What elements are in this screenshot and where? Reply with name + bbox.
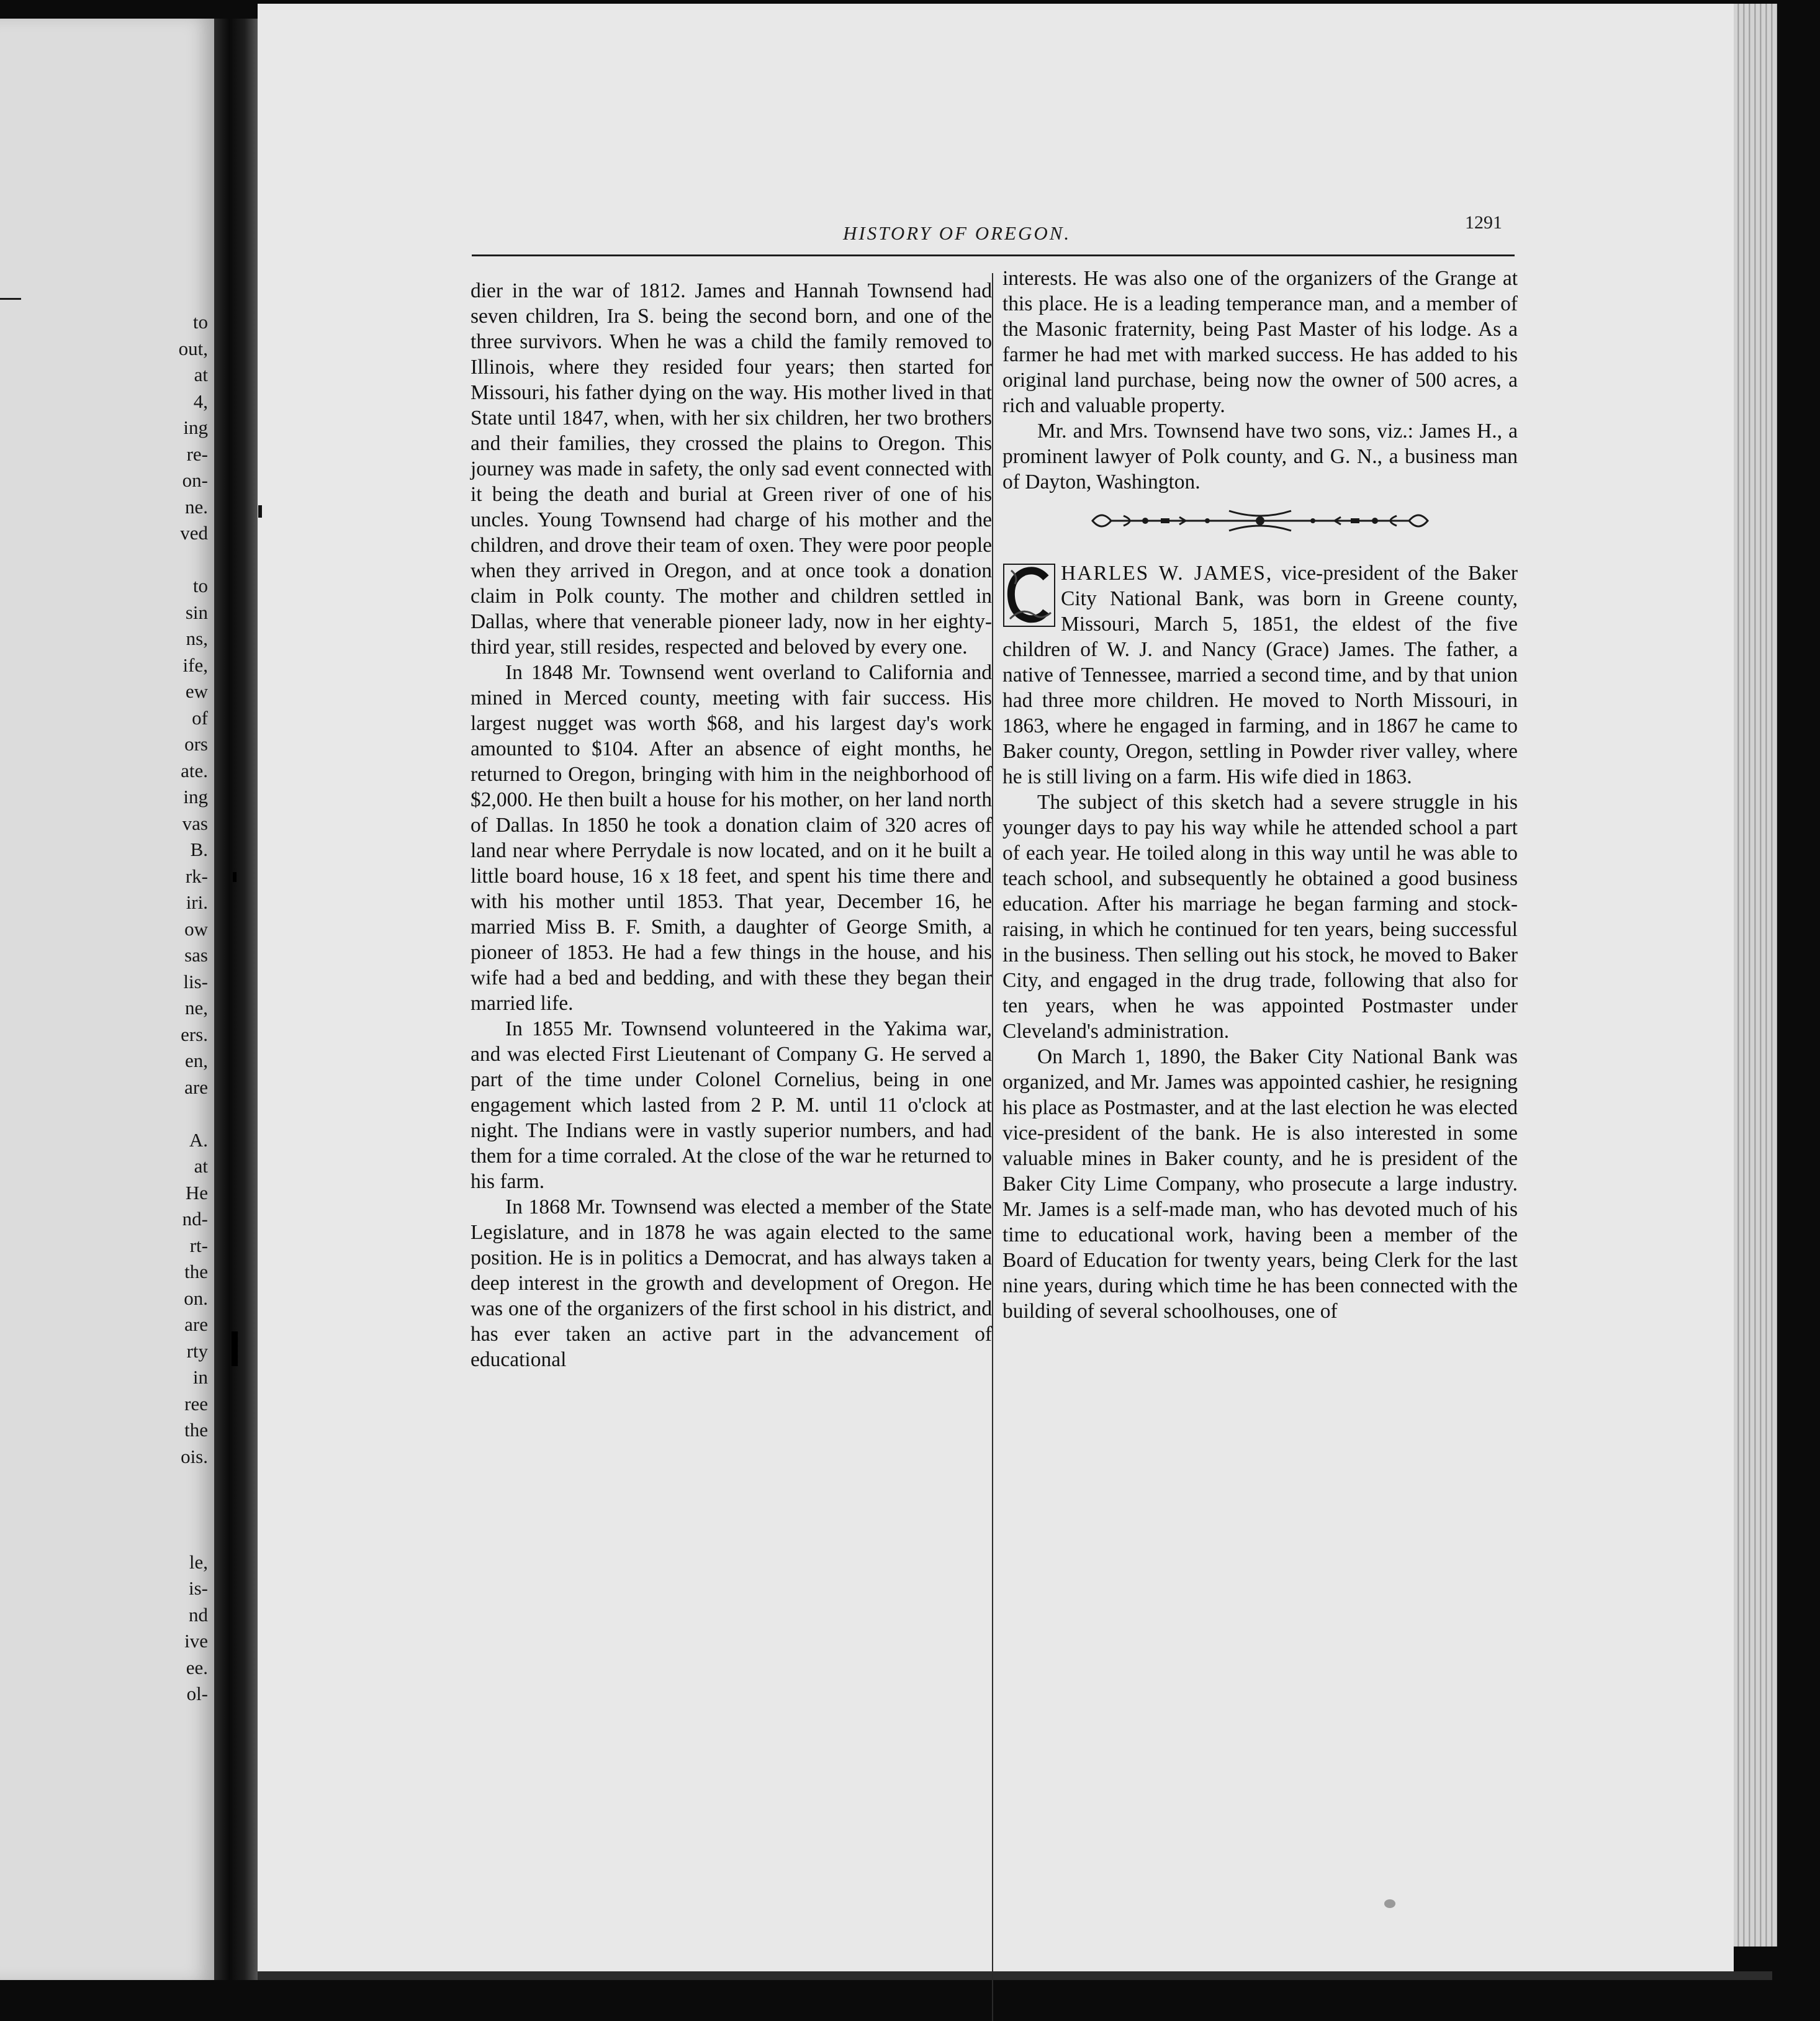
left-page-line-fragment: ife, — [182, 654, 208, 676]
left-page-line-fragment: ing — [183, 416, 208, 438]
left-page-line-fragment: in — [192, 1366, 208, 1388]
paragraph: On March 1, 1890, the Baker City National Bank was organized, and Mr. James was appointed cashier, he resigning his place as Postmaster, and at the last election he was elected vice-president of the bank. He is also interested in some valuable mines in Baker county, and he is president of the Baker City Lime Company, who prosecute a large industry. Mr. James is a self-made man, who has devoted much of his time to educational work, having been a member of the Board of Education for twenty years, being Clerk for the last nine years, during which time he has been connected with the building of several schoolhouses, one of — [1002, 1045, 1518, 1323]
left-page-line-fragment: ree — [184, 1392, 208, 1415]
header-rule — [472, 254, 1515, 256]
left-page-line-fragment — [109, 1523, 208, 1549]
left-page-line-fragment: ing — [183, 786, 208, 808]
paragraph: In 1855 Mr. Townsend volunteered in the Yakima war, and was elected First Lieutenant of Company G. He served a part of the time under Colonel Cornelius, being in one engagement which lasted from 2 P. M. until 11 o'clock at night. The Indians were in vastly superior numbers, and had them for a time corraled. At the close of the war he returned to his farm. — [471, 1017, 992, 1193]
left-page-line-fragment: sas — [184, 944, 208, 966]
left-page-line-fragment: nd — [189, 1603, 208, 1626]
paragraph: interests. He was also one of the organizers of the Grange at this place. He is a leading temperance man, and a member of the Masonic fraternity, being Past Master of his lodge. As a farmer he had met with marked success. He has added to his original land purchase, being now the owner of 500 acres, a rich and valuable property. — [1002, 267, 1518, 417]
left-page-rule — [0, 298, 21, 300]
page-number: 1291 — [1465, 212, 1502, 233]
left-page-line-fragment: is- — [189, 1577, 208, 1599]
paragraph: dier in the war of 1812. James and Hannah Townsend had seven children, Ira S. being the second born, and one of the three survivors. When he was a child the family removed to Illinois, where they resided four years; then started for Missouri, his father dying on the way. His mother lived in that State until 1847, when, with her six children, her two brothers and their families, they crossed the plains to Oregon. This journey was made in safety, the only sad event connected with it being the death and burial at Green river of one of his uncles. Young Townsend had charge of his mother and the children, and drove their team of oxen. They were poor people when they arrived in Oregon, and at once took a donation claim in Polk county. The mother and children settled in Dallas, where that venerable pioneer lady, now in her eighty-third year, still resides, respected and beloved by every one. — [471, 279, 992, 659]
left-page-line-fragment: ow — [184, 917, 208, 940]
left-page-line-fragment: ne, — [184, 997, 208, 1019]
section-ornament — [1086, 502, 1434, 539]
decorative-initial-c — [1002, 563, 1056, 628]
left-page-line-fragment: ee. — [186, 1656, 208, 1678]
left-page-line-fragment — [109, 1497, 208, 1523]
left-page-line-fragment: He — [185, 1181, 208, 1204]
left-page-line-fragment: at — [194, 1155, 208, 1177]
left-page-line-fragment: ois. — [181, 1445, 208, 1467]
left-page-text-fragments — [109, 309, 208, 1708]
left-page-line-fragment — [109, 547, 208, 574]
book-gutter — [214, 19, 258, 1980]
left-page-line-fragment: ive — [184, 1630, 208, 1652]
left-page-line-fragment: lis- — [183, 970, 208, 992]
page-edge-stack — [1734, 4, 1777, 1947]
page-bottom-edge — [258, 1971, 1772, 1980]
left-page-line-fragment: le, — [189, 1551, 208, 1573]
left-page-line-fragment: ors — [184, 733, 208, 755]
left-page-line-fragment: to — [192, 575, 208, 596]
left-page-line-fragment: on. — [184, 1287, 208, 1309]
left-page-line-fragment: ne. — [184, 495, 208, 518]
left-page-line-fragment: B. — [190, 839, 208, 860]
left-page-line-fragment: of — [192, 706, 208, 729]
paragraph-text: vice-president of the Baker City National Bank, was born in Greene county, Missouri, March 5, 1851, the eldest of the five children of W. J. and Nancy (Grace) James. The father, a native of Tennessee, married a second time, and by that union had three more children. He moved to North Missouri, in 1863, where he engaged in farming, and in 1867 he came to Baker county, Oregon, settling in Powder river valley, where he is still living on a farm. His wife died in 1863. — [1002, 562, 1518, 788]
left-page-line-fragment: rty — [186, 1339, 208, 1362]
left-page-line-fragment: out, — [178, 337, 208, 359]
left-page-line-fragment: the — [184, 1419, 208, 1441]
margin-speck — [258, 505, 262, 518]
left-page-line-fragment: sin — [185, 601, 208, 623]
left-page-line-fragment: are — [184, 1313, 208, 1335]
left-page-line-fragment: on- — [182, 469, 208, 491]
paragraph: In 1868 Mr. Townsend was elected a member of the State Legislature, and in 1878 he was again elected to the same position. He is in politics a Democrat, and has always taken a deep interest in the growth and development of Oregon. He was one of the organizers of the first school in his district, and has ever taken an active part in the advancement of educational — [471, 1195, 992, 1371]
left-page-line-fragment: ate. — [181, 759, 208, 781]
left-page-line-fragment: rt- — [189, 1234, 208, 1256]
text-column-right — [1002, 266, 1518, 1324]
left-page-line-fragment: A. — [189, 1128, 208, 1151]
paragraph: In 1848 Mr. Townsend went overland to California and mined in Merced county, meeting with fair success. His largest nugget was worth $68, and his largest day's work amounted to $104. After an absence of eight months, he returned to Oregon, bringing with him in the neighborhood of $2,000. He then built a house for his mother, on her land north of Dallas. In 1850 he took a donation claim of 320 acres of land near where Perrydale is now located, and on it he built a little board house, 16 x 18 feet, and spent his time there and with his mother until 1853. That year, December 16, he married Miss B. F. Smith, a daughter of George Smith, a pioneer of 1853. He had a few things in the house, and his wife had a bed and bedding, and with these they began their married life. — [471, 661, 992, 1015]
paragraph-charles-james — [1002, 560, 1518, 790]
left-page-line-fragment — [109, 1470, 208, 1497]
left-page-line-fragment: to — [192, 311, 208, 333]
left-page-line-fragment: re- — [186, 443, 208, 465]
left-page-line-fragment: iri. — [186, 891, 208, 913]
left-page-line-fragment: nd- — [182, 1208, 208, 1230]
left-page-line-fragment: the — [184, 1261, 208, 1282]
paragraph: The subject of this sketch had a severe struggle in his younger days to pay his way while he attended school a part of each year. He toiled along in this way until he was able to teach school, and subsequently he obtained a good business education. After his marriage he began farming and stock-raising, in which he continued for ten years, being successful in the business. Then selling out his stock, he moved to Baker City, and engaged in the drug trade, following that also for ten years, when he was appointed Postmaster under Cleveland's administration. — [1002, 791, 1518, 1043]
left-page-line-fragment — [109, 1101, 208, 1127]
left-page-line-fragment: ers. — [181, 1023, 208, 1045]
column-divider — [992, 273, 993, 2021]
gutter-speck — [233, 872, 237, 882]
left-page-line-fragment: vas — [182, 812, 208, 834]
left-page-line-fragment: ns, — [186, 628, 208, 649]
left-page-line-fragment: 4, — [193, 390, 208, 412]
left-page-line-fragment: ved — [180, 522, 208, 544]
left-page-line-fragment: ew — [185, 680, 208, 702]
left-page-line-fragment: rk- — [185, 865, 208, 887]
paper-speck — [1384, 1899, 1395, 1908]
left-page-line-fragment: are — [184, 1076, 208, 1098]
left-page-line-fragment: ol- — [186, 1683, 208, 1704]
left-facing-page — [0, 19, 214, 1980]
gutter-speck — [232, 1331, 238, 1366]
subject-name: HARLES W. JAMES, — [1061, 562, 1273, 585]
paragraph: Mr. and Mrs. Townsend have two sons, viz.: James H., a prominent lawyer of Polk county, and G. N., a business man of Dayton, Washington. — [1002, 420, 1518, 493]
running-head: HISTORY OF OREGON. — [843, 222, 1071, 244]
left-page-line-fragment: en, — [184, 1050, 208, 1071]
text-column-left — [471, 278, 992, 1372]
left-page-line-fragment: at — [194, 364, 208, 385]
